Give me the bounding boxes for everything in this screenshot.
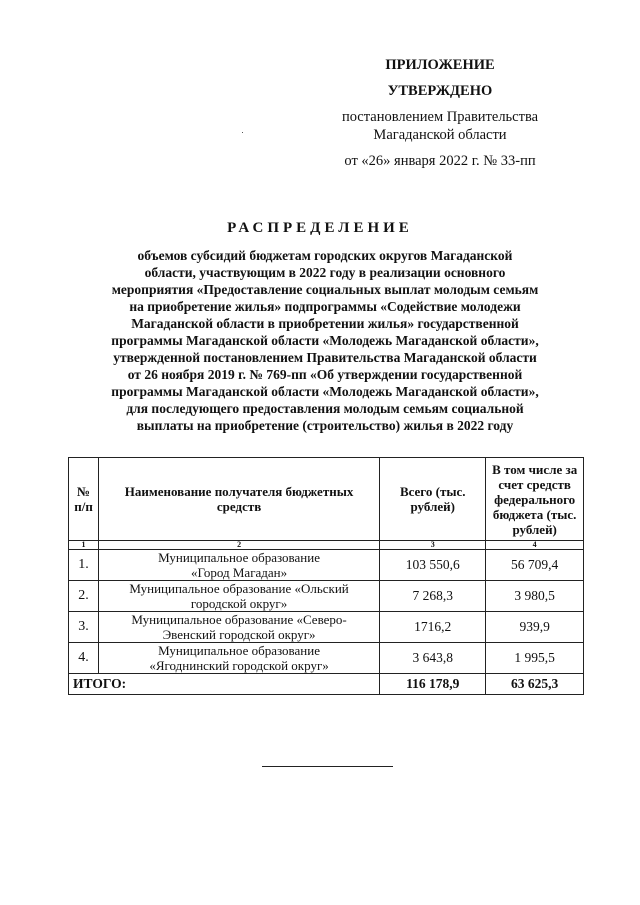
- row-number: 4.: [69, 643, 99, 674]
- row-number: 1.: [69, 550, 99, 581]
- subtitle-line: для последующего предоставления молодым семьям социальной: [126, 401, 524, 416]
- recipient-name: [99, 612, 380, 643]
- subtitle-line: от 26 ноября 2019 г. № 769-пп «Об утверждении государственной: [127, 367, 523, 382]
- header-federal: В том числе за счет средств федерального бюджета (тыс. рублей): [486, 458, 584, 541]
- federal-amount: 3 980,5: [486, 581, 584, 612]
- table-header-row: [69, 458, 584, 541]
- table-row: [69, 643, 584, 674]
- decree-date: от «26» января 2022 г. № 33-пп: [344, 153, 536, 169]
- approved-label: УТВЕРЖДЕНО: [387, 83, 493, 99]
- recipient-name-line: Муниципальное образование «Ольский: [129, 581, 349, 596]
- table-row: [69, 550, 584, 581]
- decree-line-1: постановлением Правительства: [341, 109, 539, 125]
- appendix-label: ПРИЛОЖЕНИЕ: [385, 57, 495, 73]
- column-index: 3: [380, 541, 486, 550]
- recipient-name: [99, 643, 380, 674]
- federal-amount: 56 709,4: [486, 550, 584, 581]
- federal-amount: 1 995,5: [486, 643, 584, 674]
- header-num: № п/п: [69, 458, 99, 541]
- recipient-name-line: Муниципальное образование: [158, 550, 320, 565]
- subtitle-line: объемов субсидий бюджетам городских округов Магаданской: [137, 248, 513, 263]
- distribution-table: [68, 457, 584, 695]
- recipient-name-line: Муниципальное образование: [158, 643, 320, 658]
- approval-header: [330, 56, 550, 170]
- column-index: 4: [486, 541, 584, 550]
- total-amount: 1716,2: [380, 612, 486, 643]
- table-row: [69, 581, 584, 612]
- recipient-name-line: Муниципальное образование «Северо-: [131, 612, 347, 627]
- row-number: 3.: [69, 612, 99, 643]
- document-title: РАСПРЕДЕЛЕНИЕ: [227, 220, 413, 236]
- total-amount: 103 550,6: [380, 550, 486, 581]
- recipient-name-line: «Город Магадан»: [191, 565, 288, 580]
- subtitle-line: на приобретение жилья» подпрограммы «Содействие молодежи: [129, 299, 521, 314]
- subtitle-line: программы Магаданской области «Молодежь Магаданской области»,: [111, 384, 539, 399]
- recipient-name-line: городской округ»: [190, 596, 288, 611]
- closing-divider: [262, 766, 393, 767]
- column-index-row: [69, 541, 584, 550]
- federal-amount: 939,9: [486, 612, 584, 643]
- grand-total-federal: 63 625,3: [486, 674, 584, 695]
- recipient-name: [99, 550, 380, 581]
- recipient-name: [99, 581, 380, 612]
- total-amount: 7 268,3: [380, 581, 486, 612]
- subtitle-line: выплаты на приобретение (строительство) жилья в 2022 году: [136, 418, 514, 433]
- subtitle-line: области, участвующим в 2022 году в реализации основного: [144, 265, 506, 280]
- header-total: Всего (тыс. рублей): [380, 458, 486, 541]
- row-number: 2.: [69, 581, 99, 612]
- total-row: [69, 674, 584, 695]
- table-row: [69, 612, 584, 643]
- subtitle-line: мероприятия «Предоставление социальных выплат молодым семьям: [111, 282, 539, 297]
- subtitle-line: программы Магаданской области «Молодежь Магаданской области»,: [111, 333, 539, 348]
- subtitle-line: утвержденной постановлением Правительства Магаданской области: [113, 350, 537, 365]
- total-label: ИТОГО:: [69, 674, 380, 695]
- subtitle-line: Магаданской области в приобретении жилья» государственной: [131, 316, 519, 331]
- grand-total-amount: 116 178,9: [380, 674, 486, 695]
- scan-speck: [242, 132, 243, 133]
- header-recipient-name: Наименование получателя бюджетных средств: [99, 458, 380, 541]
- column-index: 2: [99, 541, 380, 550]
- column-index: 1: [69, 541, 99, 550]
- recipient-name-line: Эвенский городской округ»: [162, 627, 316, 642]
- recipient-name-line: «Ягоднинский городской округ»: [149, 658, 329, 673]
- total-amount: 3 643,8: [380, 643, 486, 674]
- decree-line-2: Магаданской области: [373, 127, 507, 143]
- document-subtitle: [90, 247, 560, 434]
